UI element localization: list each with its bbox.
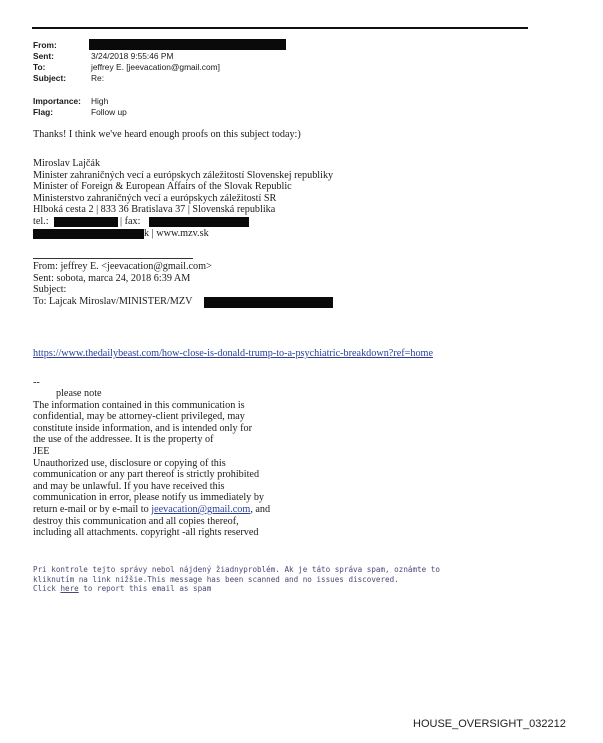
to-value: jeffrey E. [jeevacation@gmail.com] [91,62,220,72]
disclaimer-line: including all attachments. copyright -all rights reserved [33,527,259,539]
scan-notice-line-3 [33,584,211,594]
redacted-fax [149,217,249,227]
quote-separator [33,258,193,259]
disclaimer-line: and may be unlawful. If you have received this [33,480,225,492]
importance-label: Importance: [33,96,81,106]
scan-notice-line-2: kliknutím na link nižšie.This message has been scanned and no issues discovered. [33,574,399,584]
disclaimer-line: the use of the addressee. It is the property of [33,434,214,446]
disclaimer-line: The information contained in this communication is [33,399,245,411]
notify-suffix: , and [250,504,271,515]
article-link[interactable]: https://www.thedailybeast.com/how-close-is-donald-trump-to-a-psychiatric-breakdown?ref=home [33,348,434,359]
disclaimer-line: communication in error, please notify us immediately by [33,492,265,504]
signature-line-1: Miroslav Lajčák [33,158,101,169]
signature-line-5: Hlboká cesta 2 | 833 36 Bratislava 37 | Slovenská republika [33,204,276,216]
signature-fax-label: | fax: [120,216,141,227]
notify-email-link[interactable]: jeevacation@gmail.com [151,504,251,515]
sent-value: 3/24/2018 9:55:46 PM [91,51,174,61]
message-text: Thanks! I think we've heard enough proofs on this subject today:) [33,129,301,140]
redacted-tel [54,217,118,227]
click-prefix: Click [33,584,61,594]
disclaimer-line: communication or any part thereof is strictly prohibited [33,469,260,481]
signature-web: k | www.mzv.sk [144,228,209,239]
signature-line-2: Minister zahraničných vecí a európskych záležitostí Slovenskej republiky [33,169,334,181]
importance-value: High [91,96,109,106]
disclaimer-line: confidential, may be attorney-client privileged, may [33,411,245,423]
bates-number: HOUSE_OVERSIGHT_032212 [413,718,566,730]
sent-label: Sent: [33,51,54,61]
flag-value: Follow up [91,107,127,117]
flag-label: Flag: [33,107,54,117]
scan-notice-line-1: Pri kontrole tejto správy nebol nájdený žiadnyproblém. Ak je táto správa spam, oznámte to [33,565,440,574]
report-spam-link[interactable]: here [60,584,79,594]
quoted-from: From: jeffrey E. <jeevacation@gmail.com> [33,261,212,272]
signature-line-3: Minister of Foreign & European Affairs of the Slovak Republic [33,181,292,193]
disclaimer-line: JEE [33,446,50,457]
signature-line-4: Ministerstvo zahraničných vecí a európskych záležitostí SR [33,192,277,204]
disclaimer-line: constitute inside information, and is intended only for [33,422,252,434]
redacted-from [89,39,286,50]
to-label: To: [33,62,46,72]
quoted-subject: Subject: [33,284,67,296]
quoted-to: To: Lajcak Miroslav/MINISTER/MZV [33,295,193,307]
signature-tel-label: tel.: [33,216,49,227]
redacted-to [204,297,333,308]
quoted-sent: Sent: sobota, marca 24, 2018 6:39 AM [33,272,191,284]
redacted-email [33,229,144,239]
subject-label: Subject: [33,73,67,83]
subject-value: Re: [91,73,105,83]
dash-separator: -- [33,377,40,388]
from-label: From: [33,40,57,50]
notify-prefix: return e-mail or by e-mail to [33,504,152,515]
disclaimer-line: destroy this communication and all copies thereof, [33,515,239,527]
please-note: please note [56,388,102,399]
disclaimer-notify-line [33,504,270,516]
header-rule [32,27,528,29]
disclaimer-line: Unauthorized use, disclosure or copying of this [33,457,226,469]
click-suffix: to report this email as spam [78,584,212,594]
